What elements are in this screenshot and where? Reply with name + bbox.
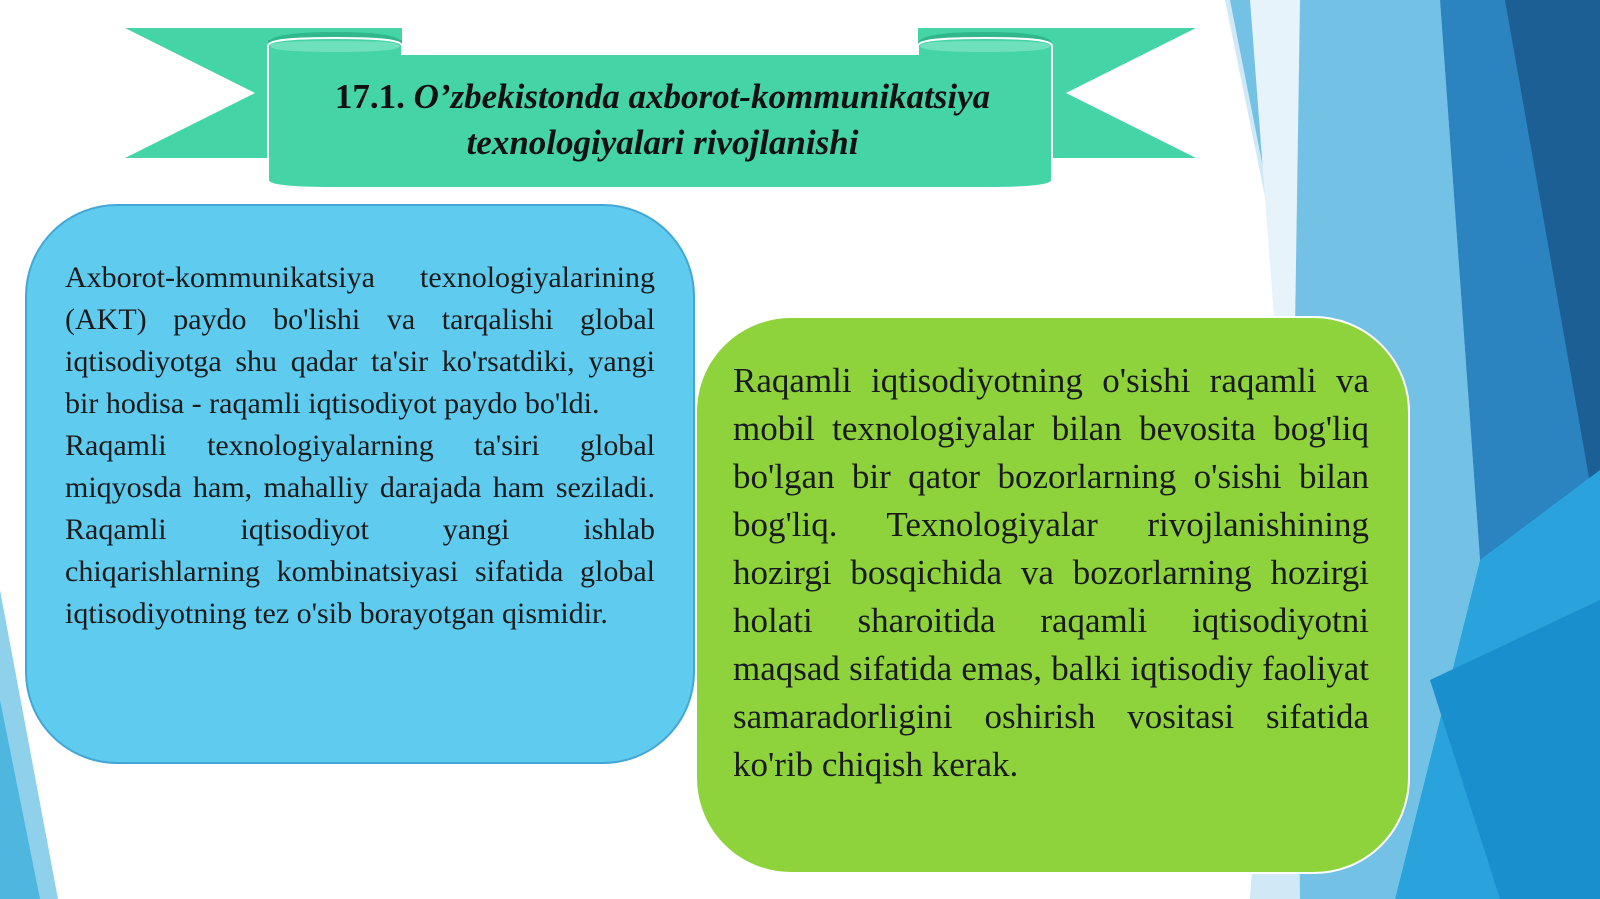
title-text: O’zbekistonda axborot-kommunikatsiya texnologiyalari rivojlanishi xyxy=(413,77,991,162)
left-paragraph-2: Raqamli texnologiyalarning ta'siri global miqyosda ham, mahalliy darajada ham seziladi. Raqamli iqtisodiyot yangi ishlab chiqarishlarning kombinatsiyasi sifatida global iqtisodiyotning tez o'sib borayotgan qismidir. xyxy=(65,429,655,630)
left-paragraph-1: Axborot-kommunikatsiya texnologiyalarining (AKT) paydo bo'lishi va tarqalishi global iqtisodiyotga shu qadar ta'sir ko'rsatdiki, yangi bir hodisa - raqamli iqtisodiyot paydo bo'ldi. xyxy=(65,261,655,420)
left-box-content xyxy=(65,257,655,635)
slide-title xyxy=(270,74,1055,166)
right-paragraph: Raqamli iqtisodiyotning o'sishi raqamli va mobil texnologiyalar bilan bevosita bog'liq bo'lgan bir qator bozorlarning o'sishi bilan bog'liq. Texnologiyalar rivojlanishining hozirgi bosqichida va bozorlarning hozirgi holati sharoitida raqamli iqtisodiyotni maqsad sifatida emas, balki iqtisodiy faoliyat samaradorligini oshirish vositasi sifatida ko'rib chiqish kerak. xyxy=(733,361,1369,784)
title-number: 17.1. xyxy=(334,77,405,116)
right-box-content xyxy=(733,357,1369,789)
